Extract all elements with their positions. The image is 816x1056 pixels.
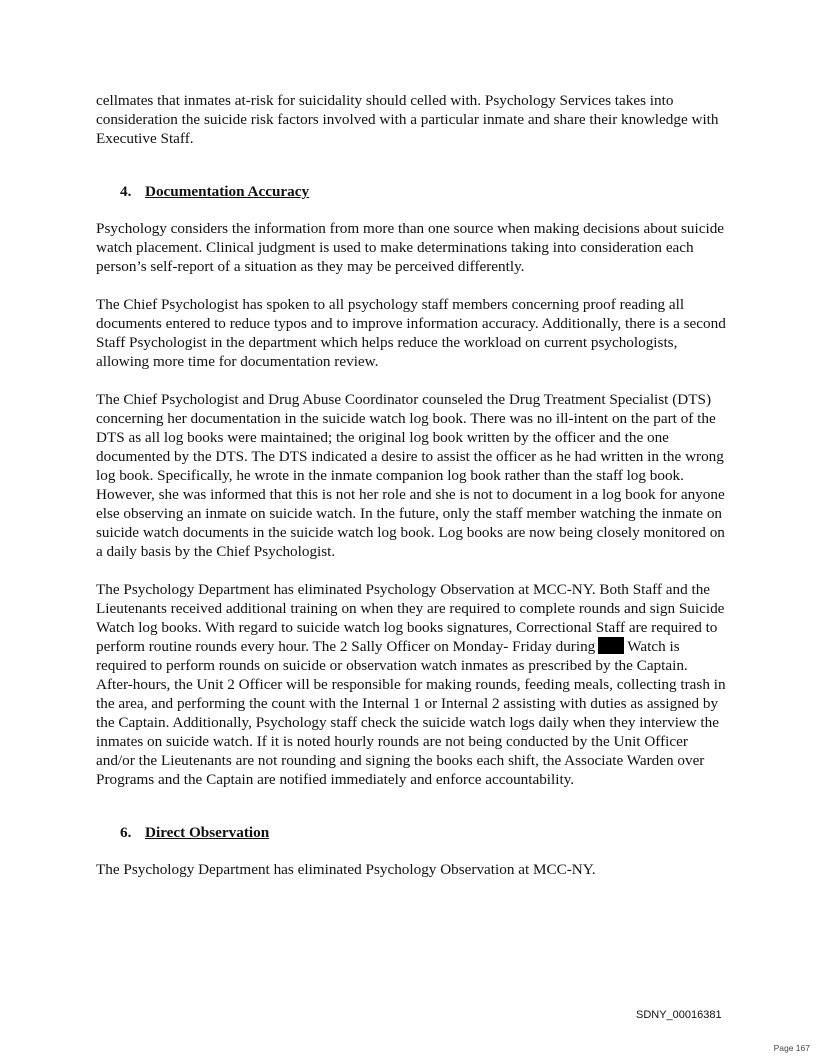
document-body [96, 91, 726, 898]
section-number: 6. [120, 824, 132, 841]
paragraph-observation-rounds [96, 580, 726, 789]
paragraph-text-after-redaction: Watch is required to perform rounds on suicide or observation watch inmates as prescribed by the Captain. After-hours, the Unit 2 Officer will be responsible for making rounds, feeding meals, collecting trash in the area, and performing the count with the Internal 1 or Internal 2 assisting with duties as assigned by the Captain. Additionally, Psychology staff check the suicide watch logs daily when they interview the inmates on suicide watch. If it is noted hourly rounds are not being conducted by the Unit Officer and/or the Lieutenants are not rounding and signing the books each shift, the Associate Warden over Programs and the Captain are notified immediately and enforce accountability. [96, 638, 726, 788]
paragraph-dts-counseling: The Chief Psychologist and Drug Abuse Coordinator counseled the Drug Treatment Specialist (DTS) concerning her documentation in the suicide watch log book. There was no ill-intent on the part of the DTS as all log books were maintained; the original log book written by the officer and the one documented by the DTS. The DTS indicated a desire to assist the officer as he had written in the wrong log book. Specifically, he wrote in the inmate companion log book rather than the staff log book. However, she was informed that this is not her role and she is not to document in a log book for anyone else observing an inmate on suicide watch. In the future, only the staff member watching the inmate on suicide watch documents in the suicide watch log book. Log books are now being closely monitored on a daily basis by the Chief Psychologist. [96, 391, 725, 560]
paragraph-proof-reading: The Chief Psychologist has spoken to all psychology staff members concerning proof reading all documents entered to reduce typos and to improve information accuracy. Additionally, there is a second Staff Psychologist in the department which helps reduce the workload on current psychologists, allowing more time for documentation review. [96, 296, 726, 370]
paragraph-eliminated-observation: The Psychology Department has eliminated Psychology Observation at MCC-NY. [96, 861, 596, 878]
page-number: Page 167 [773, 1043, 810, 1053]
section-number: 4. [120, 183, 132, 200]
bates-number: SDNY_00016381 [636, 1009, 722, 1021]
section-heading-documentation-accuracy [96, 182, 726, 201]
paragraph-multiple-sources: Psychology considers the information from more than one source when making decisions about suicide watch placement. Clinical judgment is used to make determinations taking into consideration each person’s self-report of a situation as they may be perceived differently. [96, 220, 725, 275]
paragraph-text-before-redaction: The Psychology Department has eliminated Psychology Observation at MCC-NY. Both Staff and the Lieutenants received additional training on when they are required to complete rounds and sign Suicide Watch log books. With regard to suicide watch log books signatures, Correctional Staff are required to perform routine rounds every hour. The 2 Sally Officer on Monday- Friday during [96, 581, 725, 655]
section-title: Documentation Accuracy [145, 183, 310, 200]
section-heading-direct-observation [96, 823, 726, 842]
section-title: Direct Observation [145, 824, 270, 841]
redaction-box [598, 637, 624, 654]
paragraph-cellmates: cellmates that inmates at-risk for suicidality should celled with. Psychology Services takes into consideration the suicide risk factors involved with a particular inmate and share their knowledge with Executive Staff. [96, 92, 719, 147]
